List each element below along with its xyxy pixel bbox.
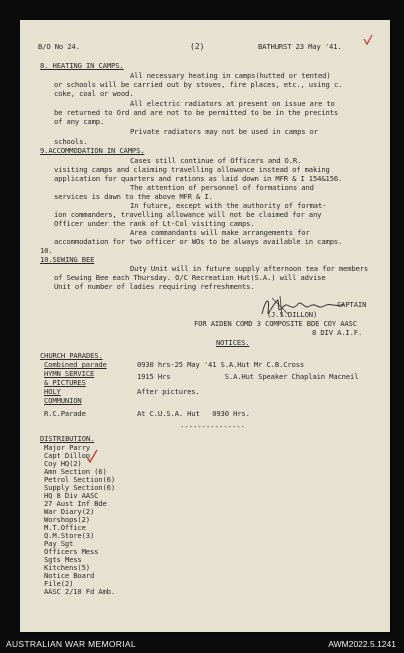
section9-line: ion commanders, travelling allowance will not be claimed for any xyxy=(54,210,322,219)
section9-line: visiting camps and claiming travelling allowance instead of making xyxy=(54,165,330,174)
section9-line: In future, except with the authority of format- xyxy=(130,201,327,210)
signatory-division: 8 DIV A.I.F. xyxy=(312,328,363,337)
parade-label: HYMN SERVICE xyxy=(44,369,95,378)
section9-line: The attention of personnel of formations and xyxy=(130,183,314,192)
parade-label: COMMUNION xyxy=(44,396,82,405)
section9-line: accommodation for two officer or WOs to be always available in camps. xyxy=(54,237,343,246)
page-number: (2) xyxy=(190,42,205,51)
section9-line: application for quarters and rations as laid down in MFR & I 154&156. xyxy=(54,174,343,183)
parade-detail: 1915 Hrs S.A.Hut Speaker Chaplain Macneil xyxy=(137,372,359,381)
distribution-item: War Diary(2) xyxy=(44,507,95,516)
distribution-item: Sgts Mess xyxy=(44,555,82,564)
distribution-item: Major Parry xyxy=(44,443,90,452)
divider: --------------- xyxy=(180,422,245,431)
accession-number: AWM2022.5.1241 xyxy=(328,639,396,649)
section9-line: Area commandants will make arrangements for xyxy=(130,228,310,237)
section8-heading: 8. HEATING IN CAMPS. xyxy=(40,61,124,70)
section8-line: schools. xyxy=(54,137,88,146)
distribution-item: Worshops(2) xyxy=(44,515,90,524)
distribution-item: Q.M.Store(3) xyxy=(44,531,95,540)
document-page xyxy=(20,20,390,632)
section8-line: All electric radiators at present on issue are to xyxy=(130,99,335,108)
section8-line: of any camp. xyxy=(54,117,105,126)
parade-label: HOLY xyxy=(44,387,61,396)
section10-line: Duty Unit will in future supply afternoon tea for members xyxy=(130,264,369,273)
distribution-item: Coy HQ(2) xyxy=(44,459,82,468)
section9-heading: 9.ACCOMMODATION IN CAMPS. xyxy=(40,146,145,155)
distribution-item: Notice Board xyxy=(44,571,95,580)
distribution-item: Kitchens(5) xyxy=(44,563,90,572)
section10-line: Unit of number of ladies requiring refreshments. xyxy=(54,282,255,291)
section10-heading: 10.SEWING BEE xyxy=(40,255,95,264)
section8-line: All necessary heating in camps(hutted or tented) xyxy=(130,71,331,80)
archive-footer xyxy=(0,636,404,653)
section8-line: or schools will be carried out by stoves, fire places, etc., using c. xyxy=(54,80,343,89)
corner-tick-icon xyxy=(363,34,373,46)
notices-heading: NOTICES. xyxy=(216,338,250,347)
place-date: BATHURST 23 May '41. xyxy=(258,42,342,51)
parade-label: R.C.Parade xyxy=(44,409,86,418)
section8-line: coke, coal or wood. xyxy=(54,89,134,98)
distribution-item: M.T.Office xyxy=(44,523,86,532)
church-parades-heading: CHURCH PARADES. xyxy=(40,351,103,360)
institution-name: AUSTRALIAN WAR MEMORIAL xyxy=(6,639,136,649)
parade-detail: At C.U.S.A. Hut 0930 Hrs. xyxy=(137,409,250,418)
distribution-item: AASC 2/10 Fd Amb. xyxy=(44,587,116,596)
parade-label: & PICTURES xyxy=(44,378,86,387)
section10-number: 10. xyxy=(40,246,53,255)
parade-label: Combined parade xyxy=(44,360,107,369)
section10-line: of Sewing Bee each Thursday. O/C Recreation Hut(S.A.) will advise xyxy=(54,273,326,282)
section8-line: be returned to Ord and are not to be permitted to be in the precints xyxy=(54,108,339,117)
distribution-item: Petrol Section(6) xyxy=(44,475,116,484)
distribution-item: Officers Mess xyxy=(44,547,99,556)
distribution-item: Capt Dillon xyxy=(44,451,90,460)
distribution-item: HQ 8 Div AASC xyxy=(44,491,99,500)
signatory-rank: CAPTAIN xyxy=(337,300,367,309)
section9-line: Officer under the rank of Lt-Col visiting camps. xyxy=(54,219,255,228)
distribution-item: File(2) xyxy=(44,579,74,588)
distribution-item: Pay Sgt xyxy=(44,539,74,548)
section9-line: services is dawn to the above MFR & I. xyxy=(54,192,213,201)
section8-line: Private radiators may not be used in camps or xyxy=(130,127,318,136)
distribution-heading: DISTRIBUTION. xyxy=(40,434,95,443)
distribution-item: Supply Section(6) xyxy=(44,483,116,492)
bo-number: B/O No 24. xyxy=(38,42,80,51)
signatory-unit: FOR AIDEN COMD 3 COMPOSITE BDE COY AASC xyxy=(194,319,357,328)
section9-line: Cases still continue of Officers and O.R. xyxy=(130,156,302,165)
distribution-item: Amn Section (6) xyxy=(44,467,107,476)
signatory-name: (J.S.DILLON) xyxy=(267,310,318,319)
distribution-item: 27 Aust Inf Bde xyxy=(44,499,107,508)
parade-detail: 0930 hrs-25 May '41 S.A.Hut Mr C.B.Cross xyxy=(137,360,305,369)
parade-detail: After pictures. xyxy=(137,387,200,396)
